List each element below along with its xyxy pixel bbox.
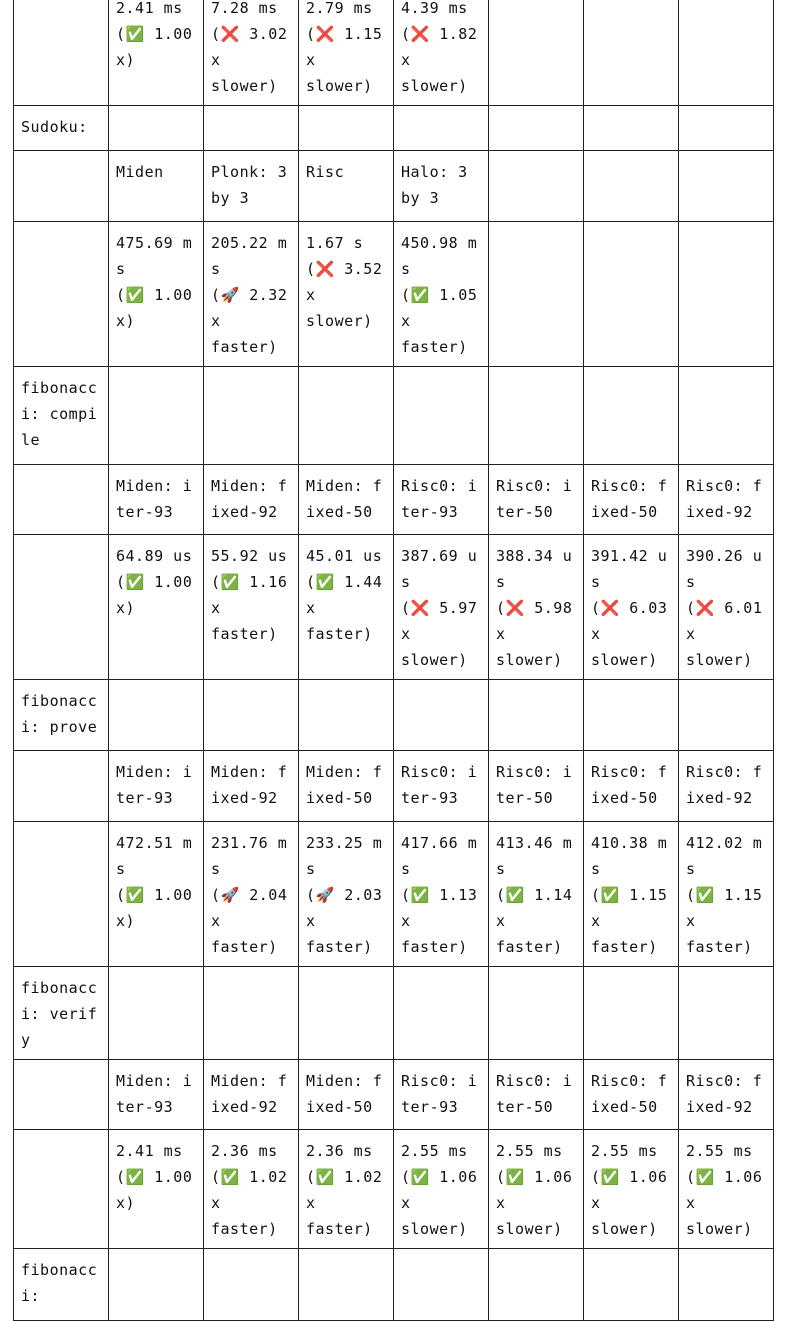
table-cell: [679, 535, 774, 680]
benchmark-ratio: (❌ 1.15x: [306, 25, 383, 69]
table-cell: [584, 1249, 679, 1321]
table-cell: [679, 106, 774, 151]
variant-label: Miden: fixed-92: [211, 763, 288, 807]
variant-label: Risc0: iter-93: [401, 477, 478, 521]
table-cell: [489, 106, 584, 151]
benchmark-ratio: (❌ 1.82x: [401, 25, 478, 69]
benchmark-ratio: (✅ 1.02x: [211, 1168, 288, 1212]
table-cell: [299, 0, 394, 106]
benchmark-note: slower): [306, 77, 373, 95]
variant-label: Miden: fixed-92: [211, 1072, 288, 1116]
table-row: [14, 535, 774, 680]
table-cell: [394, 367, 489, 465]
table-cell: [109, 680, 204, 751]
table-cell: [299, 151, 394, 222]
table-cell: [299, 535, 394, 680]
table-row: [14, 222, 774, 367]
row-label-cell: [14, 465, 109, 535]
benchmark-time: 387.69 us: [401, 547, 478, 591]
benchmark-time: 417.66 ms: [401, 834, 478, 878]
benchmark-ratio: (🚀 2.03x: [306, 886, 383, 930]
benchmark-ratio: (✅ 1.06x: [496, 1168, 573, 1212]
table-cell: [394, 1060, 489, 1130]
table-cell: [109, 1130, 204, 1249]
table-cell: [584, 967, 679, 1060]
table-cell: [489, 1249, 584, 1321]
benchmark-ratio: (❌ 6.01x: [686, 599, 763, 643]
benchmark-time: 2.55 ms: [496, 1142, 563, 1160]
table-cell: [204, 106, 299, 151]
benchmark-time: 1.67 s: [306, 234, 364, 252]
table-cell: [489, 1060, 584, 1130]
table-cell: [394, 680, 489, 751]
table-row: [14, 680, 774, 751]
variant-label: Halo: 3 by 3: [401, 163, 468, 207]
table-cell: [394, 822, 489, 967]
benchmark-ratio: (✅ 1.06x: [686, 1168, 763, 1212]
table-cell: [299, 751, 394, 822]
table-cell: [299, 465, 394, 535]
table-cell: [204, 535, 299, 680]
benchmark-ratio: (✅ 1.06x: [401, 1168, 478, 1212]
section-label: fibonacci: compile: [21, 379, 98, 449]
benchmark-time: 388.34 us: [496, 547, 573, 591]
row-label-cell: [14, 106, 109, 151]
row-label-cell: [14, 1060, 109, 1130]
table-cell: [489, 367, 584, 465]
table-cell: [109, 0, 204, 106]
row-label-cell: [14, 222, 109, 367]
table-cell: [584, 222, 679, 367]
benchmark-note: faster): [211, 938, 278, 956]
benchmark-ratio: (✅ 1.13x: [401, 886, 478, 930]
table-cell: [109, 367, 204, 465]
table-cell: [299, 680, 394, 751]
row-label-cell: [14, 967, 109, 1060]
variant-label: Risc0: fixed-92: [686, 1072, 763, 1116]
benchmark-note: slower): [401, 77, 468, 95]
table-cell: [394, 106, 489, 151]
benchmark-time: 2.41 ms: [116, 1142, 183, 1160]
table-cell: [204, 1060, 299, 1130]
benchmark-ratio: (✅ 1.44x: [306, 573, 383, 617]
table-cell: [109, 1249, 204, 1321]
table-cell: [299, 367, 394, 465]
benchmark-ratio: (❌ 5.98x: [496, 599, 573, 643]
table-row: [14, 106, 774, 151]
table-row: [14, 465, 774, 535]
table-cell: [679, 680, 774, 751]
variant-label: Risc0: iter-50: [496, 1072, 573, 1116]
table-cell: [679, 1249, 774, 1321]
table-cell: [679, 367, 774, 465]
section-label: Sudoku:: [21, 118, 88, 136]
section-label: fibonacci:: [21, 1261, 98, 1305]
table-cell: [299, 1060, 394, 1130]
benchmark-time: 45.01 us: [306, 547, 383, 565]
benchmark-time: 233.25 ms: [306, 834, 383, 878]
benchmark-time: 410.38 ms: [591, 834, 668, 878]
benchmark-ratio: (✅ 1.00x): [116, 25, 193, 69]
benchmark-time: 64.89 us: [116, 547, 193, 565]
benchmark-ratio: (✅ 1.00x): [116, 573, 193, 617]
benchmark-ratio: (✅ 1.06x: [591, 1168, 668, 1212]
table-row: [14, 822, 774, 967]
benchmark-time: 2.55 ms: [591, 1142, 658, 1160]
benchmark-table-body: [14, 0, 774, 1321]
variant-label: Miden: [116, 163, 164, 181]
table-cell: [204, 465, 299, 535]
benchmark-ratio: (✅ 1.05x: [401, 286, 478, 330]
benchmark-time: 7.28 ms: [211, 0, 278, 17]
row-label-cell: [14, 680, 109, 751]
table-cell: [394, 151, 489, 222]
benchmark-ratio: (✅ 1.00x): [116, 1168, 193, 1212]
benchmark-note: faster): [401, 338, 468, 356]
table-cell: [109, 1060, 204, 1130]
variant-label: Risc0: fixed-50: [591, 1072, 668, 1116]
benchmark-ratio: (✅ 1.15x: [686, 886, 763, 930]
benchmark-time: 475.69 ms: [116, 234, 193, 278]
variant-label: Miden: iter-93: [116, 1072, 193, 1116]
table-cell: [679, 1130, 774, 1249]
benchmark-time: 413.46 ms: [496, 834, 573, 878]
benchmark-time: 2.55 ms: [686, 1142, 753, 1160]
table-cell: [299, 106, 394, 151]
table-cell: [204, 151, 299, 222]
table-cell: [394, 465, 489, 535]
table-cell: [204, 751, 299, 822]
benchmark-note: faster): [306, 625, 373, 643]
benchmark-time: 391.42 us: [591, 547, 668, 591]
section-label: fibonacci: verify: [21, 979, 98, 1049]
benchmark-note: faster): [401, 938, 468, 956]
row-label-cell: [14, 535, 109, 680]
variant-label: Miden: fixed-92: [211, 477, 288, 521]
benchmark-time: 472.51 ms: [116, 834, 193, 878]
table-cell: [109, 222, 204, 367]
variant-label: Risc0: fixed-50: [591, 763, 668, 807]
table-cell: [204, 0, 299, 106]
benchmark-ratio: (✅ 1.02x: [306, 1168, 383, 1212]
table-cell: [679, 1060, 774, 1130]
benchmark-time: 205.22 ms: [211, 234, 288, 278]
table-cell: [394, 1130, 489, 1249]
table-cell: [489, 0, 584, 106]
table-row: [14, 0, 774, 106]
benchmark-time: 390.26 us: [686, 547, 763, 591]
table-cell: [204, 967, 299, 1060]
row-label-cell: [14, 822, 109, 967]
benchmark-note: slower): [211, 77, 278, 95]
table-cell: [584, 751, 679, 822]
table-cell: [109, 106, 204, 151]
benchmark-time: 450.98 ms: [401, 234, 478, 278]
row-label-cell: [14, 1249, 109, 1321]
benchmark-time: 2.41 ms: [116, 0, 183, 17]
table-row: [14, 751, 774, 822]
benchmark-time: 412.02 ms: [686, 834, 763, 878]
variant-label: Miden: fixed-50: [306, 763, 383, 807]
benchmark-time: 55.92 us: [211, 547, 288, 565]
table-cell: [679, 751, 774, 822]
benchmark-time: 2.36 ms: [306, 1142, 373, 1160]
benchmark-note: slower): [401, 651, 468, 669]
table-cell: [584, 822, 679, 967]
table-cell: [109, 151, 204, 222]
table-cell: [679, 151, 774, 222]
row-label-cell: [14, 367, 109, 465]
benchmark-time: 4.39 ms: [401, 0, 468, 17]
variant-label: Miden: fixed-50: [306, 477, 383, 521]
table-cell: [584, 1130, 679, 1249]
table-cell: [489, 151, 584, 222]
variant-label: Miden: iter-93: [116, 477, 193, 521]
section-label: fibonacci: prove: [21, 692, 98, 736]
variant-label: Risc0: iter-50: [496, 477, 573, 521]
row-label-cell: [14, 1130, 109, 1249]
variant-label: Miden: iter-93: [116, 763, 193, 807]
benchmark-note: slower): [306, 312, 373, 330]
table-cell: [584, 465, 679, 535]
variant-label: Risc0: iter-93: [401, 1072, 478, 1116]
table-cell: [489, 535, 584, 680]
table-cell: [109, 751, 204, 822]
benchmark-ratio: (❌ 6.03x: [591, 599, 668, 643]
table-row: [14, 367, 774, 465]
benchmark-ratio: (✅ 1.00x): [116, 286, 193, 330]
table-cell: [584, 151, 679, 222]
benchmark-note: slower): [686, 651, 753, 669]
row-label-cell: [14, 151, 109, 222]
variant-label: Miden: fixed-50: [306, 1072, 383, 1116]
benchmark-time: 231.76 ms: [211, 834, 288, 878]
table-cell: [489, 222, 584, 367]
benchmark-note: slower): [496, 651, 563, 669]
benchmark-note: slower): [401, 1220, 468, 1238]
benchmark-ratio: (❌ 3.02x: [211, 25, 288, 69]
benchmark-note: faster): [686, 938, 753, 956]
variant-label: Risc0: fixed-50: [591, 477, 668, 521]
table-cell: [489, 751, 584, 822]
benchmark-ratio: (❌ 3.52x: [306, 260, 383, 304]
table-cell: [204, 1249, 299, 1321]
table-cell: [679, 967, 774, 1060]
benchmark-note: faster): [211, 338, 278, 356]
benchmark-note: faster): [306, 1220, 373, 1238]
benchmark-ratio: (✅ 1.15x: [591, 886, 668, 930]
benchmark-time: 2.55 ms: [401, 1142, 468, 1160]
table-cell: [679, 222, 774, 367]
variant-label: Plonk: 3 by 3: [211, 163, 288, 207]
benchmark-note: slower): [591, 651, 658, 669]
table-cell: [204, 680, 299, 751]
table-cell: [584, 680, 679, 751]
benchmark-note: slower): [686, 1220, 753, 1238]
benchmark-time: 2.79 ms: [306, 0, 373, 17]
benchmark-ratio: (✅ 1.14x: [496, 886, 573, 930]
benchmark-note: slower): [496, 1220, 563, 1238]
benchmark-note: faster): [306, 938, 373, 956]
benchmark-ratio: (🚀 2.04x: [211, 886, 288, 930]
table-cell: [584, 1060, 679, 1130]
table-cell: [109, 967, 204, 1060]
benchmark-ratio: (✅ 1.00x): [116, 886, 193, 930]
variant-label: Risc0: fixed-92: [686, 477, 763, 521]
benchmark-note: faster): [211, 1220, 278, 1238]
variant-label: Risc0: iter-93: [401, 763, 478, 807]
table-cell: [584, 367, 679, 465]
table-cell: [489, 1130, 584, 1249]
table-row: [14, 1249, 774, 1321]
table-cell: [109, 465, 204, 535]
table-cell: [394, 751, 489, 822]
table-cell: [204, 222, 299, 367]
table-cell: [584, 535, 679, 680]
table-cell: [299, 222, 394, 367]
table-cell: [489, 822, 584, 967]
benchmark-note: faster): [496, 938, 563, 956]
table-cell: [204, 1130, 299, 1249]
table-cell: [394, 1249, 489, 1321]
table-cell: [299, 1130, 394, 1249]
benchmark-note: faster): [591, 938, 658, 956]
table-cell: [394, 967, 489, 1060]
benchmark-note: faster): [211, 625, 278, 643]
table-cell: [489, 465, 584, 535]
table-cell: [109, 822, 204, 967]
table-cell: [394, 535, 489, 680]
table-cell: [489, 680, 584, 751]
table-row: [14, 1060, 774, 1130]
table-row: [14, 151, 774, 222]
benchmark-table: [13, 0, 774, 1321]
benchmark-ratio: (🚀 2.32x: [211, 286, 288, 330]
benchmark-time: 2.36 ms: [211, 1142, 278, 1160]
table-cell: [394, 222, 489, 367]
variant-label: Risc0: iter-50: [496, 763, 573, 807]
row-label-cell: [14, 751, 109, 822]
table-cell: [299, 1249, 394, 1321]
variant-label: Risc0: fixed-92: [686, 763, 763, 807]
table-cell: [679, 465, 774, 535]
table-cell: [584, 0, 679, 106]
table-cell: [679, 822, 774, 967]
benchmark-note: slower): [591, 1220, 658, 1238]
benchmark-ratio: (✅ 1.16x: [211, 573, 288, 617]
table-cell: [109, 535, 204, 680]
table-cell: [489, 967, 584, 1060]
table-cell: [394, 0, 489, 106]
row-label-cell: [14, 0, 109, 106]
table-cell: [204, 822, 299, 967]
table-row: [14, 967, 774, 1060]
variant-label: Risc: [306, 163, 345, 181]
table-cell: [299, 822, 394, 967]
table-cell: [204, 367, 299, 465]
benchmark-ratio: (❌ 5.97x: [401, 599, 478, 643]
table-cell: [584, 106, 679, 151]
table-cell: [299, 967, 394, 1060]
table-row: [14, 1130, 774, 1249]
table-cell: [679, 0, 774, 106]
